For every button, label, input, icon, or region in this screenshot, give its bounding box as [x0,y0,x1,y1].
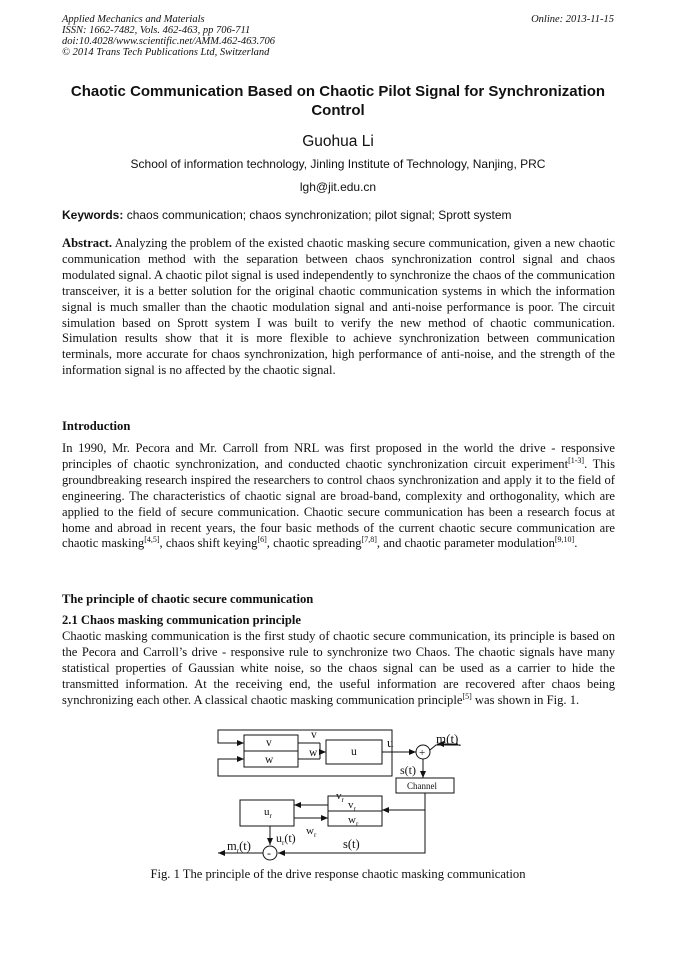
introduction-paragraph: In 1990, Mr. Pecora and Mr. Carroll from NRL was first proposed in the world the drive - responsive principles of chaotic synchronization, and conducted chaotic synchronization circuit experiment[1-3]. This groundbreaking research inspired the researchers to control chaos synchronization and apply it to the field of engineering. The characteristics of chaotic signal are broad-band, complexity and orthogonality, which are applied to the field of secure communication. Chaotic secure communication has been a research focus at home and abroad in recent years, the four basic methods of the current chaotic secure communication are chaotic masking[4,5], chaos shift keying[6], chaotic spreading[7,8], and chaotic parameter modulation[9,10]. [62,441,615,551]
abstract-label: Abstract. [62,236,113,250]
label-plus: + [419,747,426,759]
keywords-text: chaos communication; chaos synchronization; pilot signal; Sprott system [123,208,512,222]
copyright: © 2014 Trans Tech Publications Ltd, Switzerland [62,47,270,58]
label-minus: - [267,846,271,860]
author: Guohua Li [302,133,374,150]
citation: [7,8] [361,535,377,545]
label-vr-line: $v_r$ [336,790,344,804]
citation: [9,10] [554,535,575,545]
subsection-heading: 2.1 Chaos masking communication principle [62,613,301,627]
figure-caption: Fig. 1 The principle of the drive response chaotic masking communication [150,867,526,881]
email: lgh@jit.edu.cn [299,180,377,194]
citation: [5] [462,691,472,701]
label-channel: Channel [407,781,437,791]
label-s-t-top: s(t) [400,763,416,777]
keywords-label: Keywords: [62,208,124,222]
label-u: u [351,746,357,758]
label-w: w [265,754,274,766]
citation: [4,5] [144,535,160,545]
section-heading: The principle of chaotic secure communication [62,592,314,606]
label-s-t-bottom: s(t) [343,837,360,851]
journal-name: Applied Mechanics and Materials [62,14,205,25]
affiliation: School of information technology, Jinling Institute of Technology, Nanjing, PRC [130,157,546,171]
label-wr-line: $w_r$ [306,825,317,839]
citation: [6] [257,535,267,545]
principle-paragraph: Chaotic masking communication is the first study of chaotic secure communication, its principle is based on the Pecora and Carroll’s drive - responsive rule to synchronize two Chaos. The chaotic signals have many statistical properties of Gaussian white noise, so the chaos signal can be used as a carrier to hide the transmitted information. At the receiving end, the useful information are recovered after chaos being synchronizing each other. A classical chaotic masking communication principle[5] was shown in Fig. 1. [62,629,615,707]
label-m-t: m(t) [436,731,459,746]
introduction-heading: Introduction [62,419,131,433]
abstract-text: Analyzing the problem of the existed chaotic masking secure communication, given a new chaotic communication method with the separation between chaos synchronization control signal and chaos modulated signal. A chaotic pilot signal is used independently to synchronize the chaos of the communication transceiver, it is a better solution for the original chaotic communication systems in which the information signal is much smaller than the chaotic modulation signal and anti-noise performance is poor. The circuit simulation based on Sprott system I was built to verify the new method of chaotic communication. Simulation results show that it is more flexible to achieve synchronization between communication terminals, more accurate for chaos synchronization, high performance of anti-noise, and the strength of the information signal is no affected by the chaotic signal. [62,236,615,378]
issn: ISSN: 1662-7482, Vols. 462-463, pp 706-711 [62,25,251,36]
label-mr-t: $m_r(t)$ [227,839,251,855]
label-u-out: u [387,735,394,750]
doi: doi:10.4028/www.scientific.net/AMM.462-463.706 [62,36,275,47]
label-ur-t: $u_r(t)$ [276,831,296,847]
citation: [1-3] [568,455,585,465]
label-vr: $v_r$ [348,799,356,813]
label-wr: $w_r$ [348,814,359,828]
online-date: Online: 2013-11-15 [531,14,614,25]
label-ur: $u_r$ [264,806,272,820]
label-w-line: w [309,747,318,759]
label-v: v [266,737,272,749]
label-v-line: v [311,729,317,741]
paper-title: Chaotic Communication Based on Chaotic Pilot Signal for Synchronization Control [70,83,606,119]
